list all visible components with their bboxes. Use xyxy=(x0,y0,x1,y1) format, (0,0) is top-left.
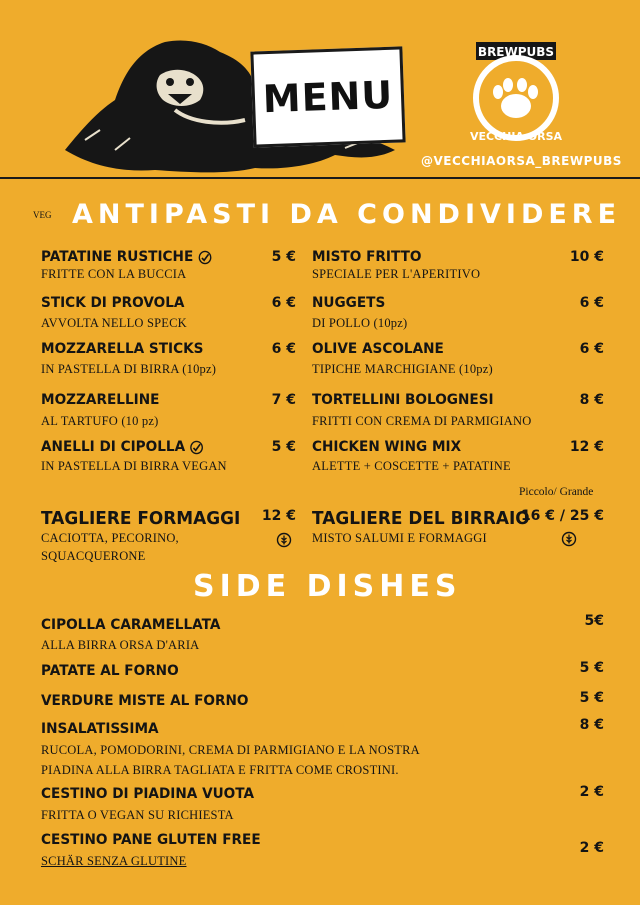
side-dishes-title: SIDE DISHES xyxy=(193,569,462,604)
logo-top-text: BREWPUBS xyxy=(477,45,555,59)
item-cipolla-caramellata: CIPOLLA CARAMELLATA xyxy=(41,617,221,633)
item-tortellini-bolognesi: TORTELLINI BOLOGNESI xyxy=(312,392,494,408)
item-anelli-di-cipolla: ANELLI DI CIPOLLA xyxy=(41,439,204,455)
price-tagliere-del-birraio: 16 € / 25 € xyxy=(520,508,604,524)
price-mozzarelline: 7 € xyxy=(271,392,296,408)
desc-tagliere-del-birraio: MISTO SALUMI E FORMAGGI xyxy=(312,531,487,545)
price-anelli-di-cipolla: 5 € xyxy=(271,439,296,455)
price-olive-ascolane: 6 € xyxy=(579,341,604,357)
gluten-icon xyxy=(561,531,577,547)
desc-nuggets: DI POLLO (10pz) xyxy=(312,316,408,330)
price-mozzarella-sticks: 6 € xyxy=(271,341,296,357)
desc-insalatissima-2: PIADINA ALLA BIRRA TAGLIATA E FRITTA COME CROSTINI. xyxy=(41,763,399,777)
desc-insalatissima-1: RUCOLA, POMODORINI, CREMA DI PARMIGIANO E LA NOSTRA xyxy=(41,743,420,757)
item-mozzarella-sticks: MOZZARELLA STICKS xyxy=(41,341,204,357)
price-chicken-wing-mix: 12 € xyxy=(569,439,604,455)
desc-cipolla-caramellata: ALLA BIRRA ORSA D'ARIA xyxy=(41,638,200,652)
desc-cestino-piadina: FRITTA O VEGAN SU RICHIESTA xyxy=(41,808,234,822)
desc-patatine-rustiche: FRITTE CON LA BUCCIA xyxy=(41,267,187,281)
item-tagliere-del-birraio: TAGLIERE DEL BIRRAIO xyxy=(312,508,530,529)
desc-chicken-wing-mix: ALETTE + COSCETTE + PATATINE xyxy=(312,459,511,473)
item-chicken-wing-mix: CHICKEN WING MIX xyxy=(312,439,462,455)
menu-title: MENU xyxy=(262,72,394,122)
item-patate-al-forno: PATATE AL FORNO xyxy=(41,663,179,679)
price-verdure-miste: 5 € xyxy=(579,690,604,706)
price-nuggets: 6 € xyxy=(579,295,604,311)
header-divider xyxy=(0,177,640,179)
price-patatine-rustiche: 5 € xyxy=(271,249,296,265)
item-mozzarelline: MOZZARELLINE xyxy=(41,392,160,408)
menu-title-box xyxy=(250,46,405,147)
item-misto-fritto: MISTO FRITTO xyxy=(312,249,422,265)
price-insalatissima: 8 € xyxy=(579,717,604,733)
desc-misto-fritto: SPECIALE PER L'APERITIVO xyxy=(312,267,481,281)
desc-tagliere-formaggi-1: CACIOTTA, PECORINO, xyxy=(41,531,179,545)
logo-bottom-text: VECCHIA ORSA xyxy=(469,130,563,143)
vegan-leaf-icon xyxy=(190,440,204,455)
price-cipolla-caramellata: 5€ xyxy=(584,613,604,629)
desc-mozzarella-sticks: IN PASTELLA DI BIRRA (10pz) xyxy=(41,362,217,376)
item-insalatissima: INSALATISSIMA xyxy=(41,721,159,737)
vegan-leaf-icon xyxy=(198,250,212,265)
price-misto-fritto: 10 € xyxy=(569,249,604,265)
price-tortellini-bolognesi: 8 € xyxy=(579,392,604,408)
item-cestino-pane-gf: CESTINO PANE GLUTEN FREE xyxy=(41,832,261,848)
price-cestino-pane-gf: 2 € xyxy=(579,840,604,856)
item-patatine-rustiche: PATATINE RUSTICHE xyxy=(41,249,212,265)
price-cestino-piadina: 2 € xyxy=(579,784,604,800)
price-stick-di-provola: 6 € xyxy=(271,295,296,311)
desc-tagliere-formaggi-2: SQUACQUERONE xyxy=(41,549,146,563)
desc-tortellini-bolognesi: FRITTI CON CREMA DI PARMIGIANO xyxy=(312,414,532,428)
price-patate-al-forno: 5 € xyxy=(579,660,604,676)
desc-stick-di-provola: AVVOLTA NELLO SPECK xyxy=(41,316,187,330)
instagram-handle[interactable]: @VECCHIAORSA_BREWPUBS xyxy=(421,154,622,168)
price-tagliere-formaggi: 12 € xyxy=(261,508,296,524)
desc-anelli-di-cipolla: IN PASTELLA DI BIRRA VEGAN xyxy=(41,459,227,473)
gluten-icon xyxy=(276,532,292,548)
desc-mozzarelline: AL TARTUFO (10 pz) xyxy=(41,414,159,428)
brewpubs-logo xyxy=(462,36,570,148)
item-verdure-miste: VERDURE MISTE AL FORNO xyxy=(41,693,249,709)
item-nuggets: NUGGETS xyxy=(312,295,386,311)
antipasti-title: ANTIPASTI DA CONDIVIDERE xyxy=(72,199,622,230)
veg-mark: VEG xyxy=(33,210,52,220)
item-cestino-piadina: CESTINO DI PIADINA VUOTA xyxy=(41,786,255,802)
item-stick-di-provola: STICK DI PROVOLA xyxy=(41,295,185,311)
size-note: Piccolo/ Grande xyxy=(519,486,594,498)
item-tagliere-formaggi: TAGLIERE FORMAGGI xyxy=(41,508,241,529)
item-olive-ascolane: OLIVE ASCOLANE xyxy=(312,341,444,357)
desc-cestino-pane-gf[interactable]: SCHÄR SENZA GLUTINE xyxy=(41,854,187,868)
desc-olive-ascolane: TIPICHE MARCHIGIANE (10pz) xyxy=(312,362,493,376)
